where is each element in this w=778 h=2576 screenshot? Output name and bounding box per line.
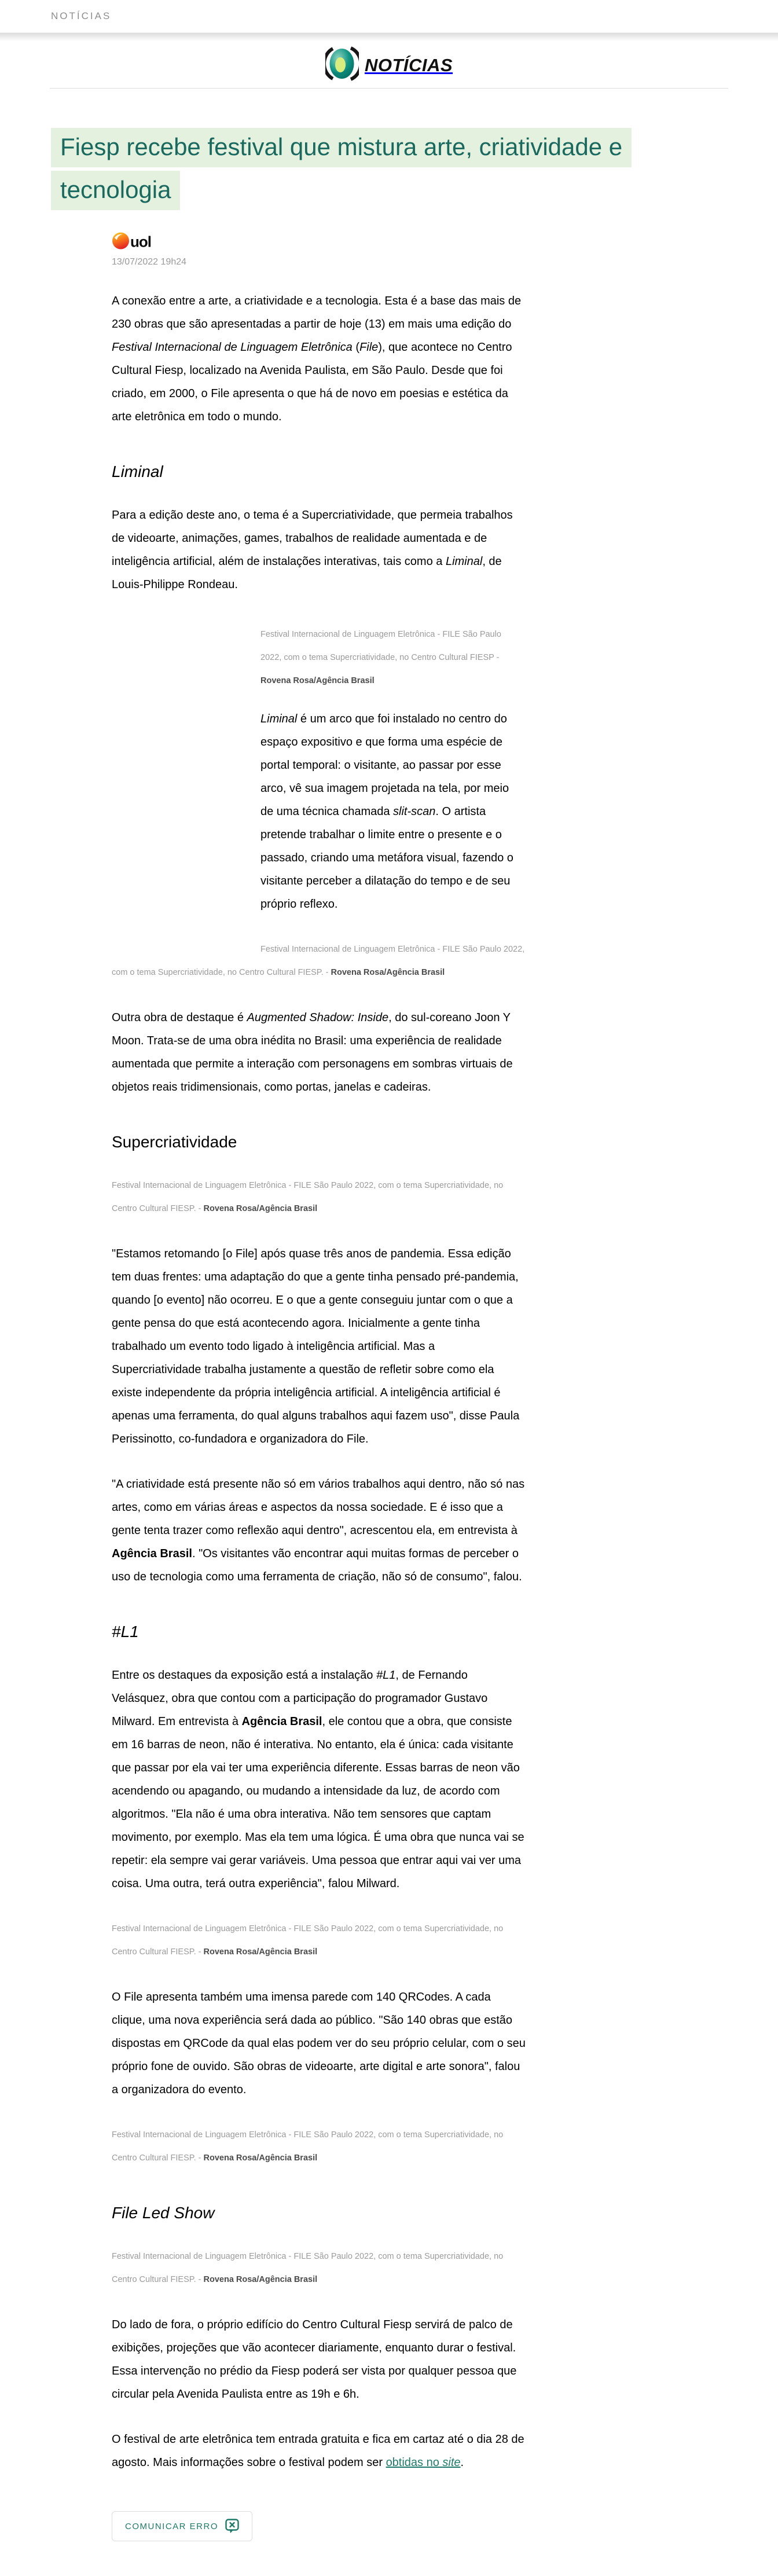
text-italic: Liminal	[445, 555, 483, 568]
photo-credit: Rovena Rosa/Agência Brasil	[203, 1947, 318, 1957]
photo-credit: Rovena Rosa/Agência Brasil	[203, 2275, 318, 2284]
caption-text: Festival Internacional de Linguagem Eletrônica - FILE São Paulo 2022, com o tema Supercriatividade, no Centro Cultural FIESP. -	[112, 1181, 504, 1213]
text: O festival de arte eletrônica tem entrada gratuita e fica em cartaz até o dia 28 de agosto. Mais informações sobre o festival podem ser	[112, 2433, 524, 2469]
paragraph-1	[112, 289, 527, 428]
photo-caption-3	[112, 1174, 527, 1220]
paragraph-4: "Estamos retomando [o File] após quase três anos de pandemia. Essa edição tem duas frentes: uma adaptação do que a gente tinha pensado pré-pandemia, quando [o evento] não ocorreu. E o que a gente conseguiu juntar com o que a gente pensa do que está acontecendo agora. Inicialmente a gente tinha trabalhado um evento todo ligado à inteligência artificial. Mas a Supercriatividade trabalha justamente a questão de refletir sobre como ela existe independente da própria inteligência artificial. A inteligência artificial é apenas uma ferramenta, do qual alguns trabalhos aqui fazem uso", disse Paula Perissinotto, co-fundadora e organizadora do File.	[112, 1247, 520, 1445]
text: Para a edição deste ano, o tema é a Supercriatividade, que permeia trabalhos de videoarte, animações, games, trabalhos de realidade aumentada e de inteligência artificial, além de instalações interativas, tais como a	[112, 509, 513, 568]
text-italic: File	[359, 341, 379, 354]
text: , ele contou que a obra, que consiste em 16 barras de neon, não é interativa. No entanto, ela é única: cada visitante que passar por ela vai ter uma experiência diferente. Essas barras de neon vão acendendo ou apagando, ou mudando a intensidade da luz, de acordo com algoritmos. "Ela não é uma obra interativa. Não tem sensores que captam movimento, por exemplo. Mas ela tem uma lógica. É uma obra que nunca vai se repetir: ela sempre vai gerar variáveis. Uma pessoa que entrar aqui vai ver uma coisa. Uma outra, terá outra experiência", falou Milward.	[112, 1715, 524, 1890]
text-bold: Agência Brasil	[241, 1715, 322, 1728]
page-title-line-1: Fiesp recebe festival que mistura arte, criatividade e	[51, 128, 632, 167]
text: .	[460, 2456, 464, 2469]
figure-caption	[260, 623, 524, 692]
masthead-divider	[50, 88, 728, 89]
figure-paragraph	[260, 707, 524, 916]
paragraph-8: Do lado de fora, o próprio edifício do Centro Cultural Fiesp servirá de palco de exibições, projeções que vão acontecer diariamente, enquanto durar o festival. Essa intervenção no prédio da Fiesp poderá ser vista por qualquer pessoa que circular pela Avenida Paulista entre as 19h e 6h.	[112, 2318, 517, 2401]
text: . "Os visitantes vão encontrar aqui muitas formas de perceber o uso de tecnologia como uma ferramenta de criação, não só de consumo", falou.	[112, 1547, 522, 1583]
photo-caption-6	[112, 2245, 527, 2291]
article	[51, 128, 746, 2576]
globe-icon	[325, 46, 359, 85]
text: Entre os destaques da exposição está a instalação	[112, 1669, 376, 1682]
link-text: obtidas no	[386, 2456, 443, 2469]
photo-credit: Rovena Rosa/Agência Brasil	[260, 676, 375, 685]
section-heading-supercriatividade: Supercriatividade	[112, 1133, 237, 1151]
paragraph-5	[112, 1473, 527, 1588]
page-title-line-2: tecnologia	[51, 171, 180, 210]
page-title	[51, 128, 746, 214]
text: , de Louis-Philippe Rondeau.	[112, 555, 502, 591]
top-bar	[0, 0, 778, 33]
text-italic: slit-scan	[393, 805, 436, 818]
paragraph-6	[112, 1664, 527, 1895]
noticias-wordmark: NOTÍCIAS	[364, 54, 453, 75]
topbar-shadow	[0, 33, 778, 41]
text-italic: Festival Internacional de Linguagem Eletrônica	[112, 341, 353, 354]
text: A conexão entre a arte, a criatividade e a tecnologia. Esta é a base das mais de 230 obras que são apresentadas a partir de hoje (13) em mais uma edição do	[112, 295, 522, 331]
caption-text: Festival Internacional de Linguagem Eletrônica - FILE São Paulo 2022, com o tema Supercriatividade, no Centro Cultural FIESP -	[260, 630, 501, 662]
paragraph-9	[112, 2428, 527, 2474]
error-bubble-icon	[225, 2519, 239, 2534]
photo-credit: Rovena Rosa/Agência Brasil	[203, 2153, 318, 2163]
caption-text: Festival Internacional de Linguagem Eletrônica - FILE São Paulo 2022, com o tema Supercriatividade, no Centro Cultural FIESP. -	[112, 2252, 504, 2284]
site-link[interactable]	[386, 2456, 461, 2469]
photo-caption-4	[112, 1917, 527, 1964]
text: , de Fernando Velásquez, obra que contou com a participação do programador Gustavo Milward. Em entrevista à	[112, 1669, 488, 1728]
text-italic: Augmented Shadow: Inside	[247, 1011, 389, 1024]
caption-text: Festival Internacional de Linguagem Eletrônica - FILE São Paulo 2022, com o tema Supercriatividade, no Centro Cultural FIESP. -	[112, 1924, 504, 1957]
byline	[112, 231, 746, 267]
caption-text: Festival Internacional de Linguagem Eletrônica - FILE São Paulo 2022, com o tema Supercriatividade, no Centro Cultural FIESP. -	[112, 2130, 504, 2163]
publish-datetime: 13/07/2022 19h24	[112, 257, 187, 267]
text: ), que acontece no Centro Cultural Fiesp, localizado na Avenida Paulista, em São Paulo. Desde que foi criado, em 2000, o File apresenta o que há de novo em poesias e estética da arte eletrônica em todo o mundo.	[112, 341, 512, 423]
masthead	[0, 41, 778, 98]
report-error-label: COMUNICAR ERRO	[125, 2521, 219, 2531]
svg-text:uol: uol	[130, 233, 151, 251]
section-heading-file-led-show: File Led Show	[112, 2204, 215, 2222]
report-error-button[interactable]	[112, 2511, 252, 2541]
text: Outra obra de destaque é	[112, 1011, 247, 1024]
paragraph-2	[112, 504, 527, 596]
section-heading-l1: #L1	[112, 1623, 139, 1641]
text: "A criatividade está presente não só em vários trabalhos aqui dentro, não só nas artes, como em várias áreas e aspectos da nossa sociedade. E é isso que a gente tenta trazer como reflexão aqui dentro", acrescentou ela, em entrevista à	[112, 1478, 525, 1537]
photo-caption-2	[112, 938, 527, 984]
text: . O artista pretende trabalhar o limite entre o presente e o passado, criando uma metáfora visual, fazendo o visitante perceber a dilatação do tempo e de seu próprio reflexo.	[260, 805, 513, 911]
text-bold: Agência Brasil	[112, 1547, 192, 1560]
text: é um arco que foi instalado no centro do espaço expositivo e que forma uma espécie de portal temporal: o visitante, ao passar por esse arco, vê sua imagem projetada na tela, por meio de uma técnica chamada	[260, 713, 509, 818]
photo-credit: Rovena Rosa/Agência Brasil	[331, 968, 445, 977]
uol-logo[interactable]	[112, 231, 746, 254]
link-text-italic: site	[442, 2456, 461, 2469]
noticias-logo[interactable]	[325, 46, 453, 85]
text: (	[352, 341, 360, 354]
text-italic: Liminal	[260, 713, 298, 725]
section-heading-liminal: Liminal	[112, 463, 163, 480]
paragraph-7: O File apresenta também uma imensa parede com 140 QRCodes. A cada clique, uma nova experiência será dada ao público. "São 140 obras que estão dispostas em QRCode da qual elas podem ver do seu próprio celular, com o seu próprio fone de ouvido. São obras de videoarte, arte digital e arte sonora", falou a organizadora do evento.	[112, 1991, 526, 2096]
text: , do sul-coreano Joon Y Moon. Trata-se de uma obra inédita no Brasil: uma experiência de realidade aumentada que permite a interação com personagens em sombras virtuais de objetos reais tridimensionais, como portas, janelas e cadeiras.	[112, 1011, 513, 1093]
caption-text: Festival Internacional de Linguagem Eletrônica - FILE São Paulo 2022, com o tema Supercriatividade, no Centro Cultural FIESP. -	[112, 945, 525, 977]
paragraph-3	[112, 1006, 527, 1099]
photo-caption-5	[112, 2123, 527, 2170]
section-label-noticias[interactable]: NOTÍCIAS	[51, 10, 112, 21]
article-content	[112, 289, 527, 2474]
text-italic: #L1	[376, 1669, 396, 1682]
figure-liminal	[260, 623, 524, 916]
photo-credit: Rovena Rosa/Agência Brasil	[203, 1204, 318, 1213]
